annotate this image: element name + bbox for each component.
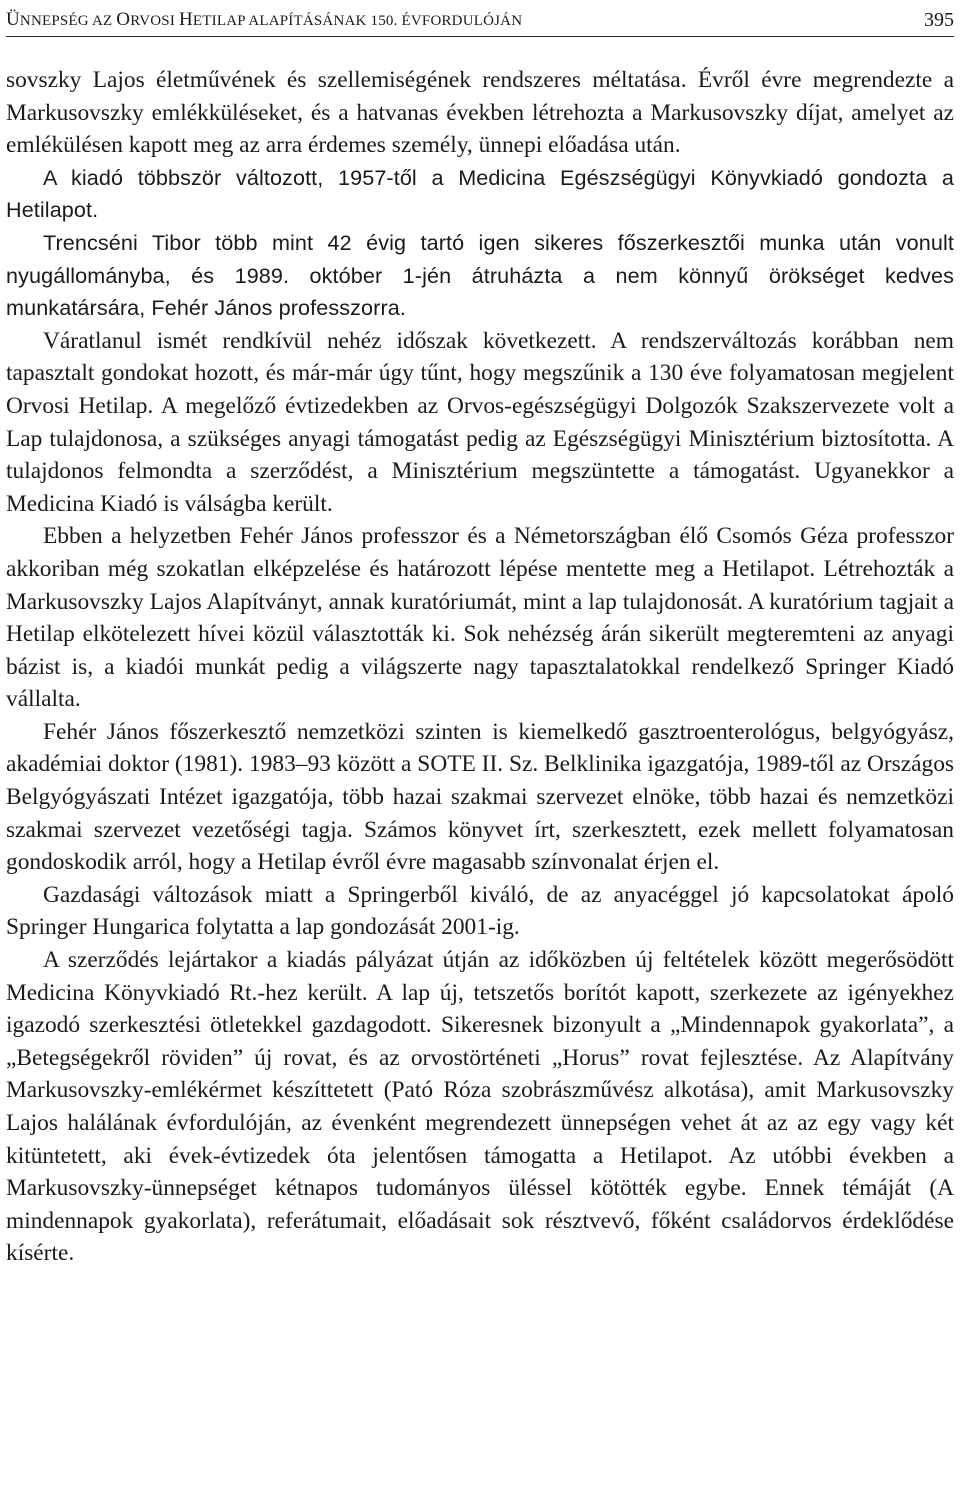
paragraph: Ebben a helyzetben Fehér János professzor és a Németországban élő Csomós Géza professzor akkoriban még szokatlan elképzelése és határozott lépése mentette meg a Hetilapot. Létrehozták a Markusovszky Lajos Alapítványt, annak kuratóriumát, mint a lap tulajdonosát. A kuratórium tagjait a Hetilap elkötelezett hívei közül választották ki. Sok nehézség árán sikerült megteremteni az anyagi bázist is, a kiadói munkát pedig a világszerte nagy tapasztalatokkal rendelkező Springer Kiadó vállalta. [6,523,954,713]
document-page [6,0,954,1486]
running-header [6,6,954,37]
paragraph: sovszky Lajos életművének és szellemiségének rendszeres méltatása. Évről évre megrendezte a Markusovszky emlékküléseket, és a hatvanas években létrehozta a Markusovszky díjat, amelyet az emlékülésen kapott meg az arra érdemes személy, ünnepi előadása után. [6,67,954,159]
paragraph: A kiadó többször változott, 1957-től a Medicina Egészségügyi Könyvkiadó gondozta a Hetilapot. [6,164,954,223]
page-number: 395 [924,9,954,31]
paragraph: Váratlanul ismét rendkívül nehéz időszak következett. A rendszerváltozás korábban nem tapasztalt gondokat hozott, és már-már úgy tűnt, hogy megszűnik a 130 éve folyamatosan megjelent Orvosi Hetilap. A megelőző évtizedekben az Orvos-egészségügyi Dolgozók Szakszervezete volt a Lap tulajdonosa, a szükséges anyagi támogatást pedig az Egészségügyi Minisztérium biztosította. A tulajdonos felmondta a szerződést, a Minisztérium megszüntette a támogatást. Ugyanekkor a Medicina Kiadó is válságba került. [6,327,954,517]
paragraph: Gazdasági változások miatt a Springerből kiváló, de az anyacéggel jó kapcsolatokat ápoló Springer Hungarica folytatta a lap gondozását 2001-ig. [6,881,954,941]
paragraph: Fehér János főszerkesztő nemzetközi szinten is kiemelkedő gasztroenterológus, belgyógyász, akadémiai doktor (1981). 1983–93 között a SOTE II. Sz. Belklinika igazgatója, 1989-től az Országos Belgyógyászati Intézet igazgatója, több hazai szakmai szervezet elnöke, több hazai és nemzetközi szakmai szervezet vezetőségi tagja. Számos könyvet írt, szerkesztett, ezek mellett folyamatosan gondoskodik arról, hogy a Hetilap évről évre magasabb színvonalat érjen el. [6,718,954,876]
article-body [6,64,954,1270]
running-title: ÜNNEPSÉG AZ ORVOSI HETILAP ALAPÍTÁSÁNAK 150. ÉVFORDULÓJÁN [6,9,523,30]
paragraph: A szerződés lejártakor a kiadás pályázat útján az időközben új feltételek között megerősödött Medicina Könyvkiadó Rt.-hez került. A lap új, tetszetős borítót kapott, szerkezete az igényekhez igazodó szerkesztési ötletekkel gazdagodott. Sikeresnek bizonyult a „Mindennapok gyakorlata”, a „Betegségekről röviden” új rovat, és az orvostörténeti „Horus” rovat fejlesztése. Az Alapítvány Markusovszky-emlékérmet készíttetett (Pató Róza szobrászművész alkotása), amit Markusovszky Lajos halálának évfordulóján, az évenként megrendezett ünnepségen vehet át az az egy vagy két kitüntetett, aki évek-évtizedek óta jelentősen támogatta a Hetilapot. Az utóbbi években a Markusovszky-ünnepséget kétnapos tudományos üléssel kötötték egybe. Ennek témáját (A mindennapok gyakorlata), referátumait, előadásait sok résztvevő, főként családorvos érdeklődése kísérte. [6,947,954,1267]
paragraph: Trencséni Tibor több mint 42 évig tartó igen sikeres főszerkesztői munka után vonult nyugállományba, és 1989. október 1-jén átruházta a nem könnyű örökséget kedves munkatársára, Fehér János professzorra. [6,229,954,321]
